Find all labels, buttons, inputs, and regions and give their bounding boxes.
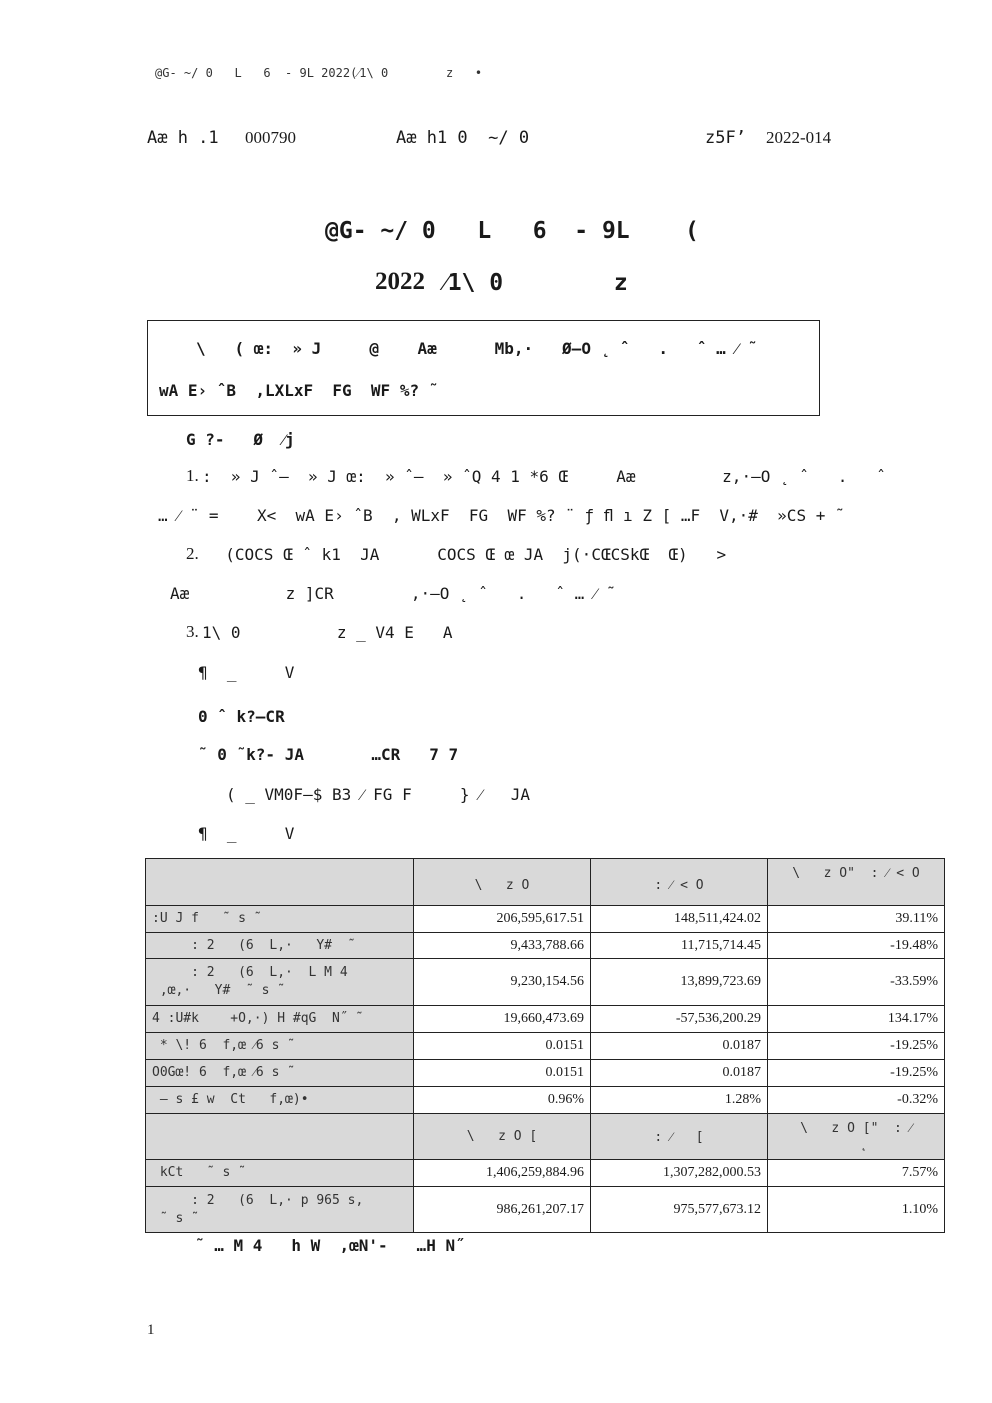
change-value: 39.11% (768, 906, 945, 933)
current-period-value: 1,406,259,884.96 (414, 1160, 591, 1187)
paragraph-1-number: 1. (186, 466, 199, 485)
prior-period-value: 148,511,424.02 (591, 906, 768, 933)
page-header-line: @G- ~/ 0 L 6 - 9L 2022(⁄1\ 0 z • (155, 66, 483, 80)
change-value: -19.25% (768, 1060, 945, 1087)
prior-period-value: 0.0187 (591, 1060, 768, 1087)
table-header-cell: \ z O" : ⁄ < O (768, 859, 945, 906)
stock-code-value: 000790 (245, 128, 296, 147)
row-label: O0Gœ! 6 f,œ ⁄6 s ˜ (146, 1060, 414, 1087)
change-value: 1.10% (768, 1187, 945, 1233)
current-period-value: 206,595,617.51 (414, 906, 591, 933)
change-value: -19.25% (768, 1033, 945, 1060)
bold-heading-2: ˜ 0 ˜k?- JA …CR 7 7 (198, 745, 459, 764)
current-period-value: 0.0151 (414, 1033, 591, 1060)
change-value: 7.57% (768, 1160, 945, 1187)
current-period-value: 19,660,473.69 (414, 1006, 591, 1033)
row-label: kCt ˜ s ˜ (146, 1160, 414, 1187)
paragraph-2-line-2: Aæ z ]CR ,·–O ˛ ˆ . ˆ … ⁄ ˜ (170, 584, 616, 603)
table-row (146, 1160, 945, 1187)
subheading-2: ¶ _ V (198, 824, 295, 843)
row-label: * \! 6 f,œ ⁄6 s ˜ (146, 1033, 414, 1060)
prior-period-value: -57,536,200.29 (591, 1006, 768, 1033)
row-label: :U J f ˜ s ˜ (146, 906, 414, 933)
current-period-value: 0.0151 (414, 1060, 591, 1087)
current-period-value: 9,230,154.56 (414, 959, 591, 1006)
row-label: : 2 (6 L,· L M 4 ,œ,· Y# ˜ s ˜ (146, 959, 414, 1006)
announcement-number-label: z5F’ (705, 128, 746, 148)
paragraph-2-line-1: (COCS Œ ˆ k1 JA COCS Œ œ JA j(·CŒCSkŒ Œ) > (206, 545, 727, 564)
table-header-cell: \ z O [ (414, 1114, 591, 1160)
current-period-value: 986,261,207.17 (414, 1187, 591, 1233)
paragraph-3-text: 1\ 0 z _ V4 E A (202, 623, 453, 642)
table-header-cell (146, 859, 414, 906)
document-title-line2: ⁄1\ 0 z (430, 270, 628, 296)
table-row (146, 906, 945, 933)
current-period-value: 0.96% (414, 1087, 591, 1114)
row-label: : 2 (6 L,· Y# ˜ (146, 933, 414, 959)
table-row (146, 959, 945, 1006)
table-header-cell: \ z O [" : ⁄ ˛ (768, 1114, 945, 1160)
announcement-number-value: 2022-014 (766, 128, 832, 147)
notice-box (147, 320, 820, 416)
table-row (146, 1087, 945, 1114)
paragraph-3-number: 3. (186, 622, 199, 641)
current-period-value: 9,433,788.66 (414, 933, 591, 959)
table-header-cell: : ⁄ < O (591, 859, 768, 906)
prior-period-value: 1.28% (591, 1087, 768, 1114)
paragraph-1-line-1: : » J ˆ– » J œ: » ˆ– » ˆQ 4 1 *6 Œ Aæ z,·–O ˛ ˆ . ˆ (202, 467, 886, 486)
footer-note: ˜ … M 4 h W ,œN'- …H N˝ (195, 1236, 465, 1255)
change-value: -0.32% (768, 1087, 945, 1114)
table-header-cell: \ z O (414, 859, 591, 906)
row-label: 4 :U#k +O,·) H #qG N˝ ˜ (146, 1006, 414, 1033)
row-label: — s £ w Ct f,œ)• (146, 1087, 414, 1114)
prior-period-value: 0.0187 (591, 1033, 768, 1060)
paragraph-4-text: ( _ VM0F–$ B3 ⁄ FG F } ⁄ JA (226, 785, 530, 804)
prior-period-value: 13,899,723.69 (591, 959, 768, 1006)
row-label: : 2 (6 L,· p 965 s, ˜ s ˜ (146, 1187, 414, 1233)
document-title-line1: @G- ~/ 0 L 6 - 9L ( (325, 218, 699, 244)
prior-period-value: 11,715,714.45 (591, 933, 768, 959)
table-row (146, 1060, 945, 1087)
table-header-row (146, 859, 945, 906)
table-subheader-row (146, 1114, 945, 1160)
prior-period-value: 975,577,673.12 (591, 1187, 768, 1233)
table-row (146, 1187, 945, 1233)
change-value: -19.48% (768, 933, 945, 959)
paragraph-2-number: 2. (186, 544, 199, 563)
table-header-cell: : ⁄ [ (591, 1114, 768, 1160)
table-row (146, 933, 945, 959)
change-value: 134.17% (768, 1006, 945, 1033)
table-row (146, 1033, 945, 1060)
table-header-cell (146, 1114, 414, 1160)
section-title: G ?- Ø ⁄j (186, 430, 295, 449)
prior-period-value: 1,307,282,000.53 (591, 1160, 768, 1187)
paragraph-1-line-2: … ⁄ ¨ = X< wA E› ˆB , WLxF FG WF %? ¨ ƒ ﬂ ı Z [ …F V,·# »CS + ˜ (158, 506, 845, 525)
table-row (146, 1006, 945, 1033)
change-value: -33.59% (768, 959, 945, 1006)
document-title-year: 2022 (375, 268, 425, 295)
notice-line-2: wA E› ˆB ,LXLxF FG WF %? ˜ (159, 381, 439, 400)
subheading-1: ¶ _ V (198, 663, 295, 682)
financial-data-table (145, 858, 945, 1233)
bold-heading-1: 0 ˆ k?–CR (198, 707, 285, 726)
notice-line-1: \ ( œ: » J @ Aæ Mb,· Ø–O ˛ ˆ . ˆ … ⁄ ˜ (196, 339, 758, 358)
stock-name-label: Aæ h1 0 ~/ 0 (396, 128, 530, 148)
page-number: 1 (147, 1322, 155, 1338)
stock-code-label: Aæ h .1 (147, 128, 229, 148)
